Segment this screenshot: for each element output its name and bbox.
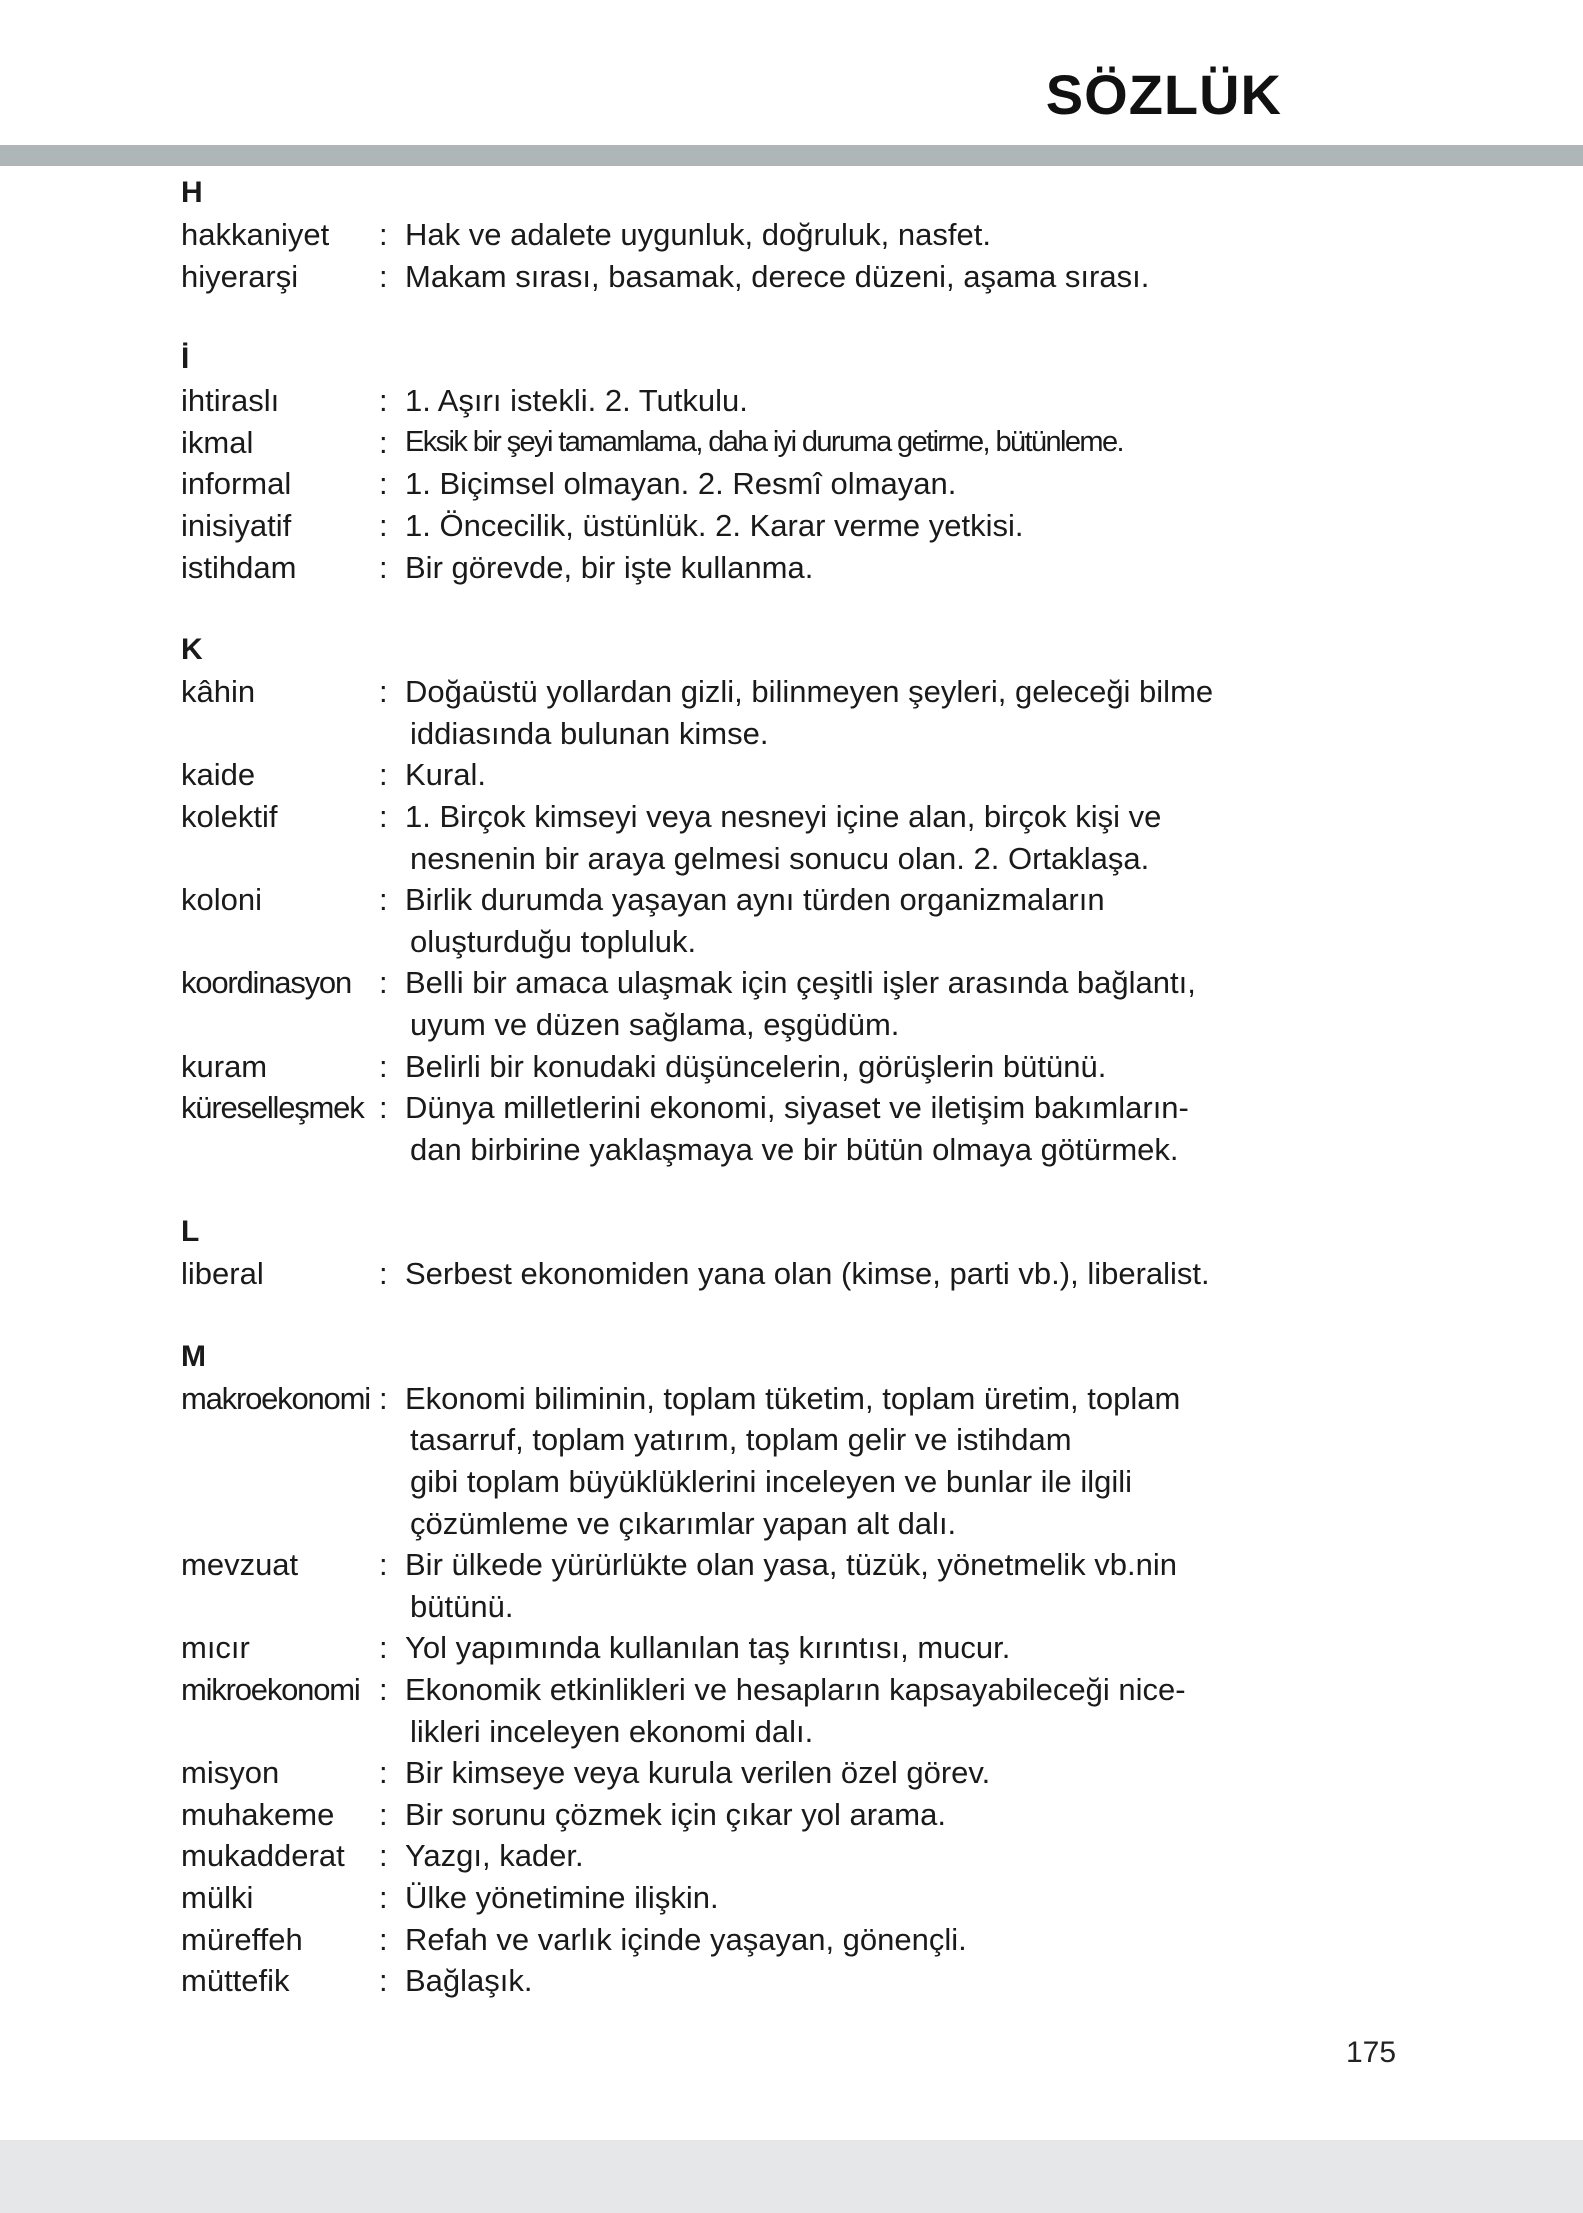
entry-definition (391, 1877, 1331, 1919)
glossary-entry (181, 796, 1331, 879)
definition-line: nesnenin bir araya gelmesi sonucu olan. 2. Ortaklaşa. (410, 840, 1150, 876)
glossary-entry (181, 256, 1331, 298)
glossary-entry (181, 422, 1331, 464)
entry-separator: : (379, 798, 388, 834)
definition-line: tasarruf, toplam yatırım, toplam gelir ve istihdam (410, 1422, 1072, 1458)
entry-definition (391, 1087, 1331, 1170)
glossary-entry (181, 547, 1331, 589)
glossary-entry (181, 879, 1331, 962)
entry-definition (391, 1046, 1331, 1088)
entry-separator: : (379, 258, 388, 294)
entry-separator: : (379, 882, 388, 918)
entry-term: informal (181, 466, 292, 502)
glossary-entry (181, 1752, 1331, 1794)
entry-definition (391, 380, 1331, 422)
entry-term: hiyerarşi (181, 258, 299, 294)
definition-line: Belli bir amaca ulaşmak için çeşitli işler arasında bağlantı, (405, 965, 1196, 1001)
glossary-entry (181, 380, 1331, 422)
entry-definition (391, 1835, 1331, 1877)
definition-line: 1. Birçok kimseyi veya nesneyi içine alan, birçok kişi ve (405, 798, 1162, 834)
entry-separator: : (379, 1380, 388, 1416)
footer-bar (0, 2140, 1583, 2213)
definition-line: Serbest ekonomiden yana olan (kimse, parti vb.), liberalist. (405, 1256, 1210, 1292)
glossary-entry (181, 1087, 1331, 1170)
definition-line: çözümleme ve çıkarımlar yapan alt dalı. (410, 1505, 957, 1541)
entry-definition (391, 422, 1331, 464)
definition-line: Doğaüstü yollardan gizli, bilinmeyen şeyleri, geleceği bilme (405, 674, 1214, 710)
glossary-entry (181, 1794, 1331, 1836)
entry-definition (391, 671, 1331, 754)
definition-line: Makam sırası, basamak, derece düzeni, aşama sırası. (405, 258, 1150, 294)
entry-separator: : (379, 1838, 388, 1874)
definition-line: bütünü. (410, 1588, 514, 1624)
entry-term: kolektif (181, 798, 278, 834)
section-letter: M (181, 1339, 206, 1373)
page-number: 175 (1346, 2036, 1397, 2069)
section-letter: L (181, 1215, 200, 1249)
entry-definition (391, 214, 1331, 256)
header-bar (0, 145, 1583, 166)
glossary-entry (181, 1253, 1331, 1295)
entry-definition (391, 1960, 1331, 2002)
definition-line: 1. Öncecilik, üstünlük. 2. Karar verme yetkisi. (405, 507, 1024, 543)
entry-separator: : (379, 1048, 388, 1084)
glossary-section (181, 1336, 1331, 2002)
entry-separator: : (379, 1921, 388, 1957)
entry-separator: : (379, 424, 388, 460)
entry-definition (391, 505, 1331, 547)
entry-definition (391, 1794, 1331, 1836)
entry-term: ikmal (181, 424, 254, 460)
glossary-entry (181, 1046, 1331, 1088)
definition-line: Bir görevde, bir işte kullanma. (405, 549, 814, 585)
glossary-entry (181, 1544, 1331, 1627)
entry-term: muhakeme (181, 1796, 335, 1832)
glossary-entry (181, 1378, 1331, 1544)
glossary-entry (181, 671, 1331, 754)
entry-separator: : (379, 1672, 388, 1708)
entry-definition (391, 1253, 1331, 1295)
definition-line: Bir sorunu çözmek için çıkar yol arama. (405, 1796, 946, 1832)
entry-definition (391, 754, 1331, 796)
definition-line: 1. Aşırı istekli. 2. Tutkulu. (405, 383, 748, 419)
definition-line: oluşturduğu topluluk. (410, 923, 697, 959)
definition-line: Belirli bir konudaki düşüncelerin, görüşlerin bütünü. (405, 1048, 1107, 1084)
entry-term: istihdam (181, 549, 297, 585)
entry-separator: : (379, 466, 388, 502)
entry-separator: : (379, 1630, 388, 1666)
entry-separator: : (379, 1547, 388, 1583)
definition-line: dan birbirine yaklaşmaya ve bir bütün olmaya götürmek. (410, 1131, 1179, 1167)
definition-line: iddiasında bulunan kimse. (410, 715, 769, 751)
definition-line: Ekonomi biliminin, toplam tüketim, toplam üretim, toplam (405, 1380, 1181, 1416)
entry-term: misyon (181, 1755, 280, 1791)
definition-line: Bir kimseye veya kurula verilen özel görev. (405, 1755, 991, 1791)
entry-term: koloni (181, 882, 262, 918)
entry-term: müreffeh (181, 1921, 303, 1957)
entry-separator: : (379, 217, 388, 252)
glossary-entry (181, 463, 1331, 505)
glossary-entry (181, 214, 1331, 256)
entry-definition (391, 1544, 1331, 1627)
entry-term: kuram (181, 1048, 268, 1084)
definition-line: Bağlaşık. (405, 1963, 533, 1999)
entry-term: hakkaniyet (181, 217, 330, 252)
glossary-section (181, 338, 1331, 588)
definition-line: likleri inceleyen ekonomi dalı. (410, 1713, 814, 1749)
section-letter: H (181, 176, 203, 209)
definition-line: Refah ve varlık içinde yaşayan, gönençli. (405, 1921, 967, 1957)
entry-separator: : (379, 757, 388, 793)
definition-line: Yol yapımında kullanılan taş kırıntısı, mucur. (405, 1630, 1011, 1666)
section-letter: İ (181, 342, 190, 376)
entry-term: küreselleşmek (181, 1090, 364, 1126)
glossary-entry (181, 1960, 1331, 2002)
entry-definition (391, 1752, 1331, 1794)
definition-line: Eksik bir şeyi tamamlama, daha iyi duruma getirme, bütünleme. (405, 425, 1123, 458)
definition-line: Kural. (405, 757, 486, 793)
definition-line: uyum ve düzen sağlama, eşgüdüm. (410, 1006, 900, 1042)
entry-term: ihtiraslı (181, 383, 280, 419)
glossary-section (181, 629, 1331, 1170)
page-title: SÖZLÜK (1045, 63, 1282, 126)
entry-term: inisiyatif (181, 507, 292, 543)
glossary-entry (181, 1627, 1331, 1669)
definition-line: Hak ve adalete uygunluk, doğruluk, nasfet. (405, 217, 991, 252)
entry-separator: : (379, 1090, 388, 1126)
entry-definition (391, 796, 1331, 879)
entry-separator: : (379, 674, 388, 710)
entry-term: kaide (181, 757, 256, 793)
glossary-entry (181, 1835, 1331, 1877)
definition-line: 1. Biçimsel olmayan. 2. Resmî olmayan. (405, 466, 957, 502)
entry-term: kâhin (181, 674, 256, 710)
entry-separator: : (379, 383, 388, 419)
entry-separator: : (379, 1796, 388, 1832)
entry-separator: : (379, 507, 388, 543)
entry-definition (391, 1627, 1331, 1669)
entry-term: mikroekonomi (181, 1672, 360, 1708)
entry-term: mukadderat (181, 1838, 345, 1874)
entry-definition (391, 463, 1331, 505)
entry-definition (391, 547, 1331, 589)
definition-line: Bir ülkede yürürlükte olan yasa, tüzük, yönetmelik vb.nin (405, 1547, 1177, 1583)
entry-definition (391, 1669, 1331, 1752)
glossary-entry (181, 962, 1331, 1045)
entry-term: mevzuat (181, 1547, 299, 1583)
glossary-section (181, 172, 1331, 297)
entry-term: mıcır (181, 1630, 250, 1666)
entry-definition (391, 1919, 1331, 1961)
definition-line: Yazgı, kader. (405, 1838, 584, 1874)
glossary-entry (181, 505, 1331, 547)
glossary-entry (181, 1877, 1331, 1919)
definition-line: Dünya milletlerini ekonomi, siyaset ve iletişim bakımların- (405, 1090, 1189, 1126)
glossary-entry (181, 1919, 1331, 1961)
entry-term: koordinasyon (181, 965, 351, 1001)
entry-definition (391, 1378, 1331, 1544)
entry-definition (391, 962, 1331, 1045)
glossary-entry (181, 1669, 1331, 1752)
glossary-content (181, 172, 1331, 2043)
entry-term: müttefik (181, 1963, 290, 1999)
entry-definition (391, 879, 1331, 962)
definition-line: Ülke yönetimine ilişkin. (405, 1880, 719, 1915)
definition-line: gibi toplam büyüklüklerini inceleyen ve bunlar ile ilgili (410, 1464, 1132, 1500)
entry-separator: : (379, 965, 388, 1001)
entry-term: liberal (181, 1256, 264, 1292)
entry-separator: : (379, 1880, 388, 1915)
definition-line: Ekonomik etkinlikleri ve hesapların kapsayabileceği nice- (405, 1672, 1186, 1708)
section-letter: K (181, 633, 203, 667)
entry-separator: : (379, 549, 388, 585)
definition-line: Birlik durumda yaşayan aynı türden organizmaların (405, 882, 1105, 918)
glossary-section (181, 1211, 1331, 1295)
entry-separator: : (379, 1755, 388, 1791)
entry-separator: : (379, 1256, 388, 1292)
entry-definition (391, 256, 1331, 298)
entry-term: makroekonomi (181, 1380, 370, 1416)
glossary-entry (181, 754, 1331, 796)
entry-separator: : (379, 1963, 388, 1999)
entry-term: mülki (181, 1880, 254, 1915)
